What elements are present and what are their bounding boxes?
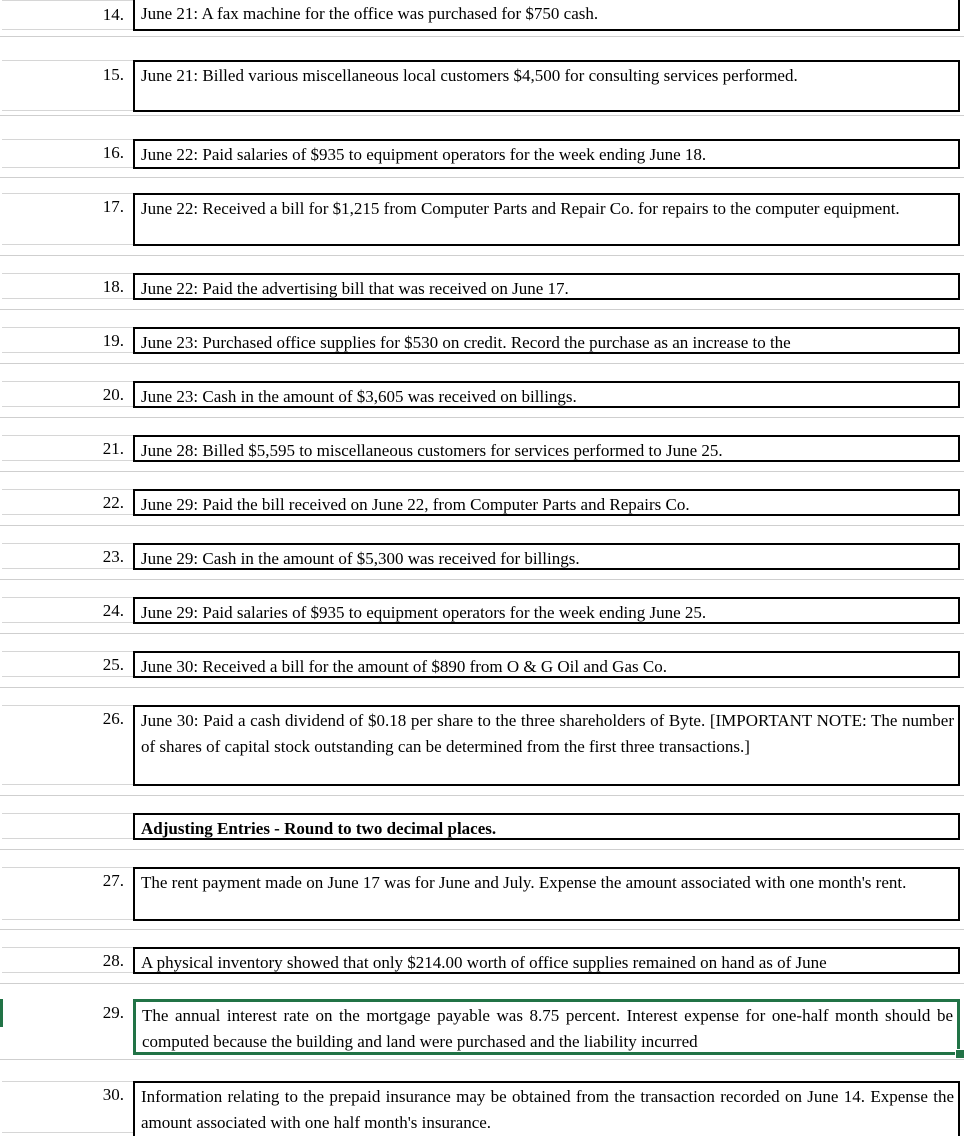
- transaction-cell[interactable]: [133, 60, 960, 112]
- section-title: Adjusting Entries - Round to two decimal places.: [141, 819, 497, 838]
- gridline: [0, 849, 964, 850]
- gridline: [0, 633, 964, 634]
- transaction-text: June 22: Received a bill for $1,215 from Computer Parts and Repair Co. for repairs to the computer equipment.: [141, 199, 900, 218]
- row-number: 28.: [102, 951, 124, 970]
- transaction-cell[interactable]: [133, 651, 960, 678]
- gridline: [0, 36, 964, 37]
- transaction-text: June 21: Billed various miscellaneous local customers $4,500 for consulting services performed.: [141, 66, 798, 85]
- transaction-cell[interactable]: [133, 597, 960, 624]
- transaction-text: The rent payment made on June 17 was for June and July. Expense the amount associated with one month's rent.: [141, 873, 907, 892]
- transaction-text: June 29: Paid the bill received on June 22, from Computer Parts and Repairs Co.: [141, 495, 690, 514]
- number-cell[interactable]: [2, 813, 133, 839]
- transaction-cell[interactable]: [133, 489, 960, 516]
- gridline: [0, 687, 964, 688]
- selected-transaction-cell[interactable]: [133, 999, 960, 1055]
- row-number: 14.: [102, 5, 124, 24]
- section-header-cell[interactable]: [133, 813, 960, 840]
- gridline: [0, 417, 964, 418]
- transaction-cell[interactable]: [133, 867, 960, 921]
- row-number: 15.: [102, 65, 124, 84]
- transaction-text: June 23: Purchased office supplies for $530 on credit. Record the purchase as an increase to the: [141, 333, 791, 352]
- row-number: 16.: [102, 143, 124, 162]
- fill-handle[interactable]: [955, 1049, 964, 1059]
- transaction-cell[interactable]: [133, 139, 960, 169]
- transaction-cell[interactable]: [133, 543, 960, 570]
- row-number: 17.: [102, 197, 124, 216]
- gridline: [0, 255, 964, 256]
- transaction-cell[interactable]: [133, 193, 960, 246]
- gridline: [0, 363, 964, 364]
- gridline: [0, 177, 964, 178]
- transaction-text: June 30: Received a bill for the amount of $890 from O & G Oil and Gas Co.: [141, 657, 667, 676]
- gridline: [0, 525, 964, 526]
- transaction-cell[interactable]: [133, 947, 960, 974]
- row-number: 27.: [102, 871, 124, 890]
- row-number: 23.: [102, 547, 124, 566]
- row-number: 20.: [102, 385, 124, 404]
- row-number: 24.: [102, 601, 124, 620]
- transaction-cell[interactable]: [133, 327, 960, 354]
- row-number: 22.: [102, 493, 124, 512]
- row-number: 29.: [102, 1003, 124, 1022]
- row-number: 19.: [102, 331, 124, 350]
- gridline: [0, 983, 964, 984]
- transaction-text: June 21: A fax machine for the office was purchased for $750 cash.: [141, 4, 599, 23]
- row-number: 25.: [102, 655, 124, 674]
- transaction-cell[interactable]: [133, 1081, 960, 1136]
- row-number: 21.: [102, 439, 124, 458]
- gridline: [0, 1059, 964, 1060]
- transaction-text: June 22: Paid the advertising bill that was received on June 17.: [141, 279, 569, 298]
- transaction-cell[interactable]: [133, 381, 960, 408]
- gridline: [0, 309, 964, 310]
- transaction-text: A physical inventory showed that only $214.00 worth of office supplies remained on hand as of June: [141, 953, 827, 972]
- transaction-cell[interactable]: [133, 435, 960, 462]
- transaction-text: The annual interest rate on the mortgage payable was 8.75 percent. Interest expense for one-half month should be computed because the building and land were purchased and the liability incurred: [142, 1006, 953, 1051]
- gridline: [0, 795, 964, 796]
- transaction-text: June 29: Paid salaries of $935 to equipment operators for the week ending June 25.: [141, 603, 707, 622]
- gridline: [0, 929, 964, 930]
- transaction-text: Information relating to the prepaid insurance may be obtained from the transaction recorded on June 14. Expense the amount associated with one half month's insurance.: [141, 1087, 954, 1132]
- gridline: [0, 579, 964, 580]
- transaction-text: June 28: Billed $5,595 to miscellaneous customers for services performed to June 25.: [141, 441, 723, 460]
- transaction-text: June 29: Cash in the amount of $5,300 was received for billings.: [141, 549, 580, 568]
- transaction-text: June 30: Paid a cash dividend of $0.18 per share to the three shareholders of Byte. [IMPORTANT NOTE: The number of shares of capital stock outstanding can be determined from the first three transactions.]: [141, 711, 954, 756]
- gridline: [0, 471, 964, 472]
- row-number: 18.: [102, 277, 124, 296]
- transaction-text: June 23: Cash in the amount of $3,605 was received on billings.: [141, 387, 577, 406]
- gridline: [0, 115, 964, 116]
- row-number: 26.: [102, 709, 124, 728]
- transaction-text: June 22: Paid salaries of $935 to equipment operators for the week ending June 18.: [141, 145, 707, 164]
- row-number: 30.: [102, 1085, 124, 1104]
- transaction-cell[interactable]: [133, 705, 960, 786]
- transaction-cell[interactable]: [133, 273, 960, 300]
- transaction-cell[interactable]: [133, 0, 960, 31]
